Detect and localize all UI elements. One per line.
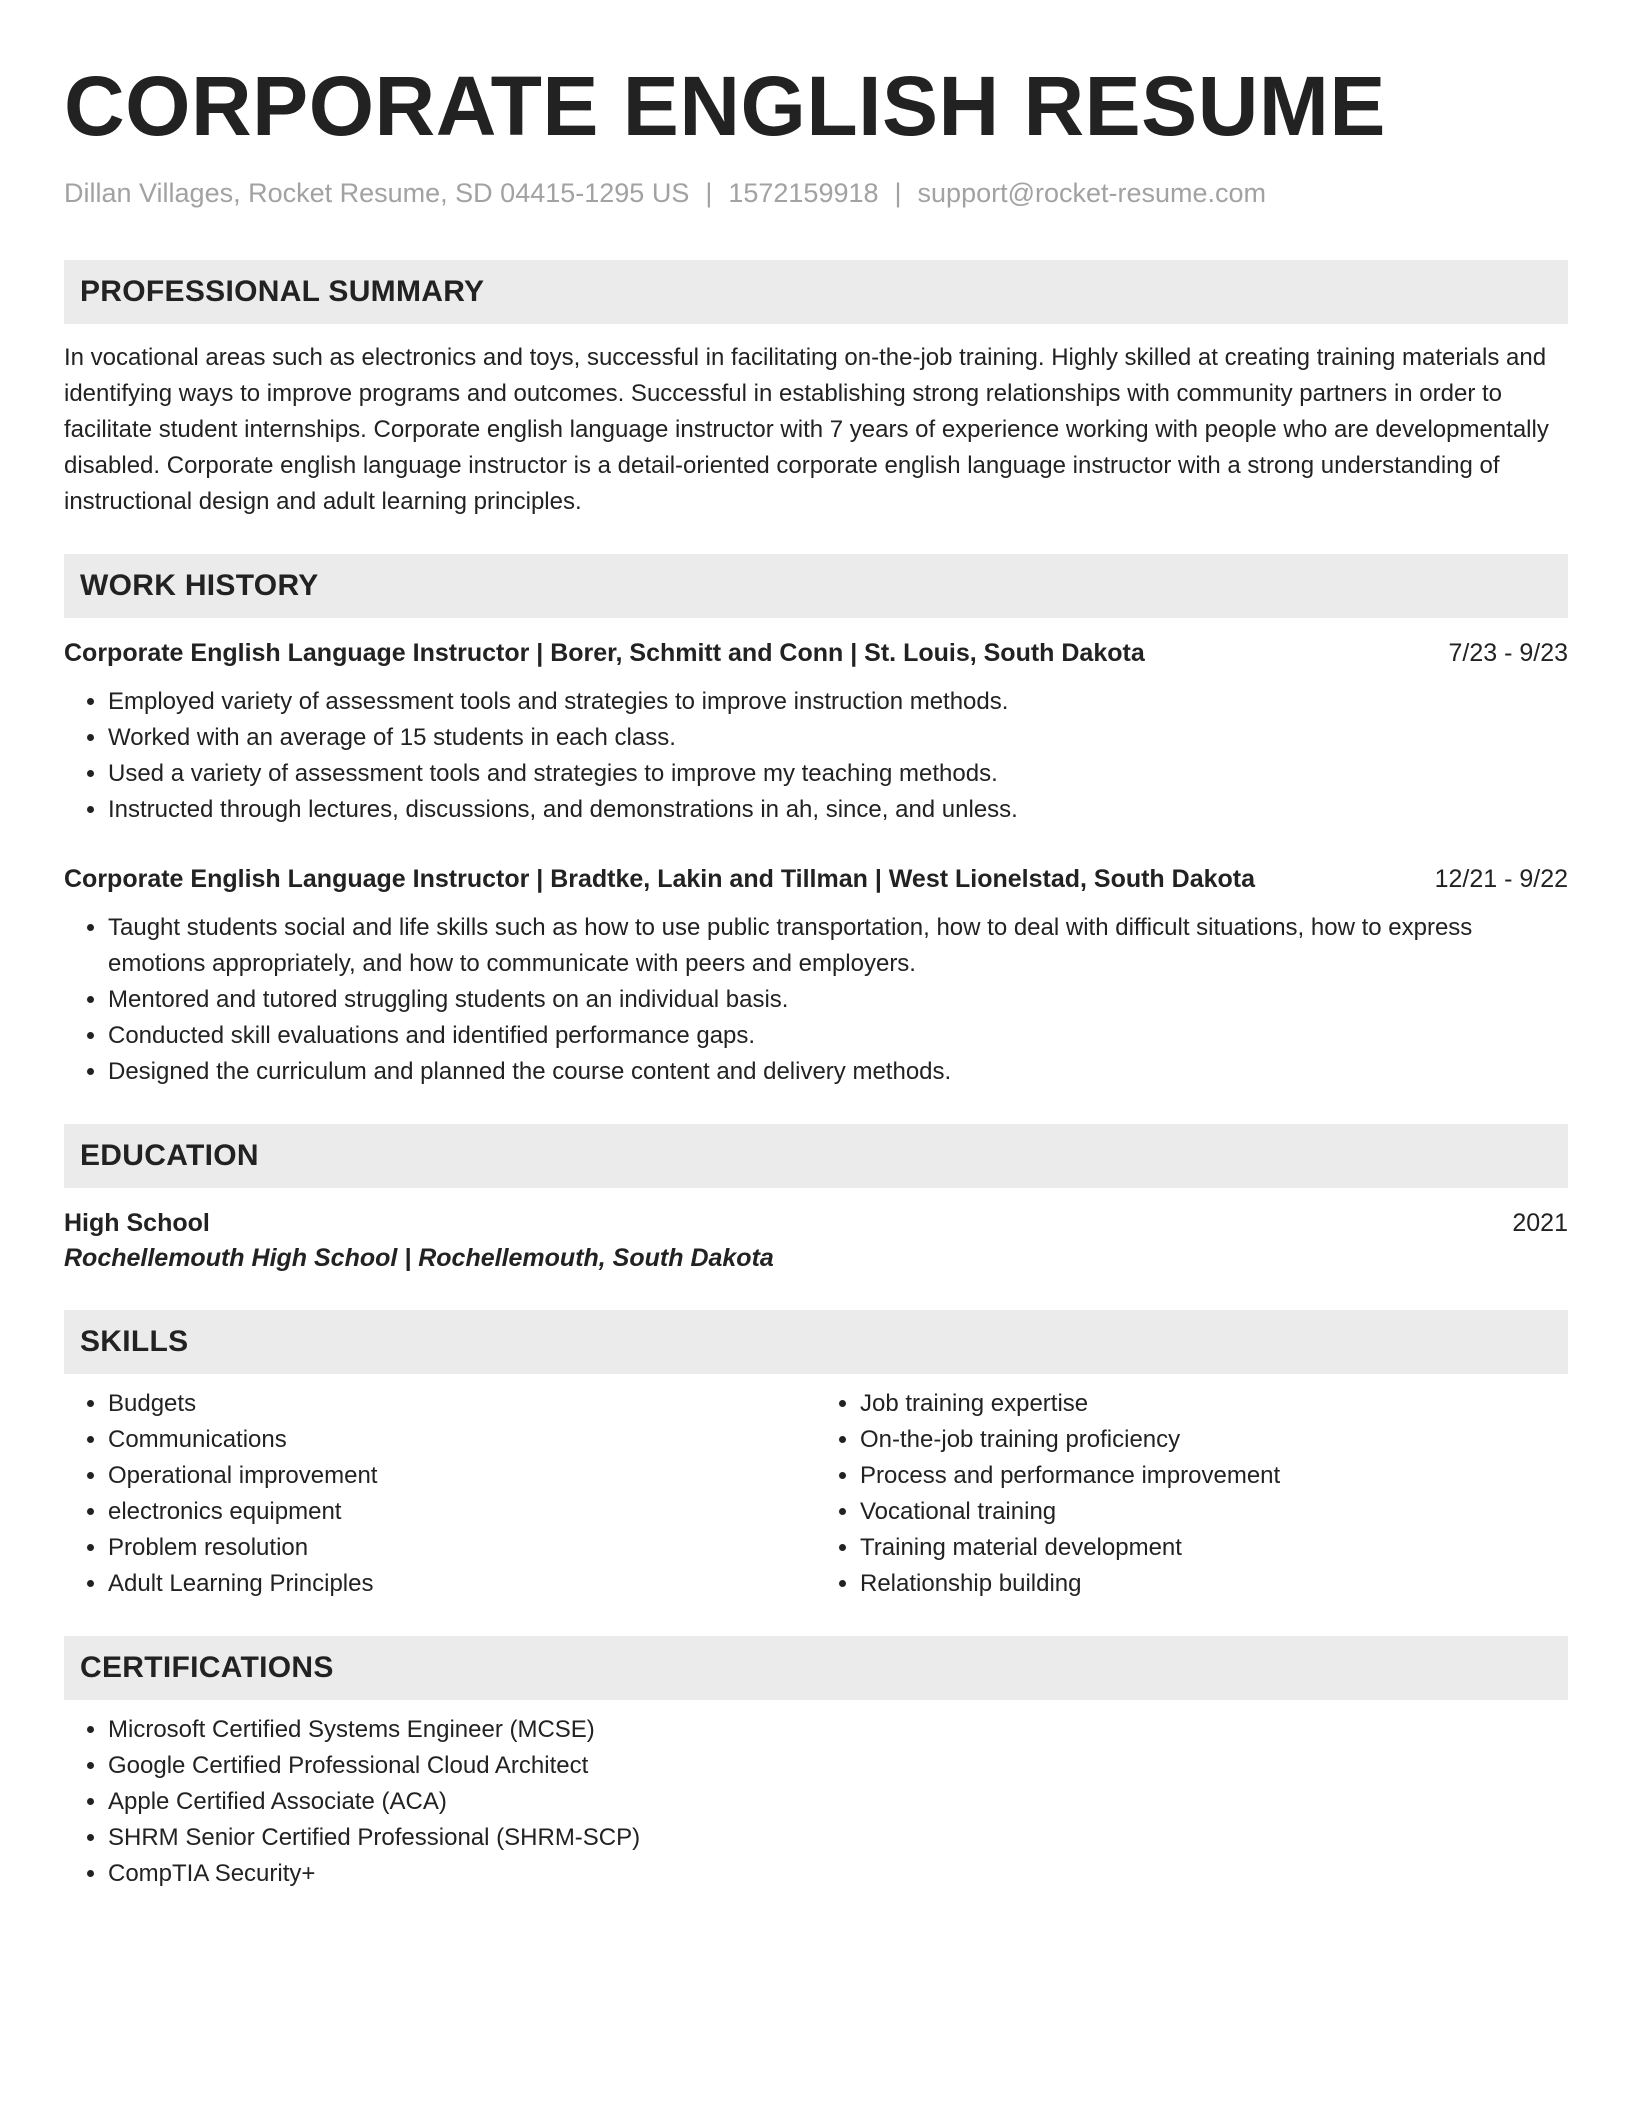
job-title: Corporate English Language Instructor | Bradtke, Lakin and Tillman | West Lionelstad, South Dakota bbox=[64, 865, 1256, 893]
resume-title: CORPORATE ENGLISH RESUME bbox=[64, 59, 1386, 153]
section-header-summary: PROFESSIONAL SUMMARY bbox=[64, 260, 1568, 324]
certifications-list bbox=[64, 1712, 1568, 1892]
list-item: • Job training expertise bbox=[860, 1386, 1568, 1422]
contact-separator: | bbox=[894, 178, 902, 208]
list-item: • Adult Learning Principles bbox=[108, 1566, 816, 1602]
list-item: • Operational improvement bbox=[108, 1458, 816, 1494]
contact-email: support@rocket-resume.com bbox=[917, 178, 1267, 208]
job-entry bbox=[64, 862, 1568, 1090]
summary-section bbox=[64, 260, 1568, 520]
list-item: • Training material development bbox=[860, 1530, 1568, 1566]
list-item: • Budgets bbox=[108, 1386, 816, 1422]
section-header-education: EDUCATION bbox=[64, 1124, 1568, 1188]
list-item: • Instructed through lectures, discussions, and demonstrations in ah, since, and unless. bbox=[108, 792, 1568, 828]
job-title: Corporate English Language Instructor | Borer, Schmitt and Conn | St. Louis, South Dakota bbox=[64, 639, 1145, 667]
job-entry bbox=[64, 636, 1568, 828]
list-item: • Vocational training bbox=[860, 1494, 1568, 1530]
list-item: • Communications bbox=[108, 1422, 816, 1458]
list-item: • Apple Certified Associate (ACA) bbox=[108, 1784, 1568, 1820]
section-header-work-history: WORK HISTORY bbox=[64, 554, 1568, 618]
job-header bbox=[64, 862, 1568, 896]
section-header-certifications: CERTIFICATIONS bbox=[64, 1636, 1568, 1700]
list-item: • Worked with an average of 15 students in each class. bbox=[108, 720, 1568, 756]
section-header-skills: SKILLS bbox=[64, 1310, 1568, 1374]
skills-column-left bbox=[64, 1386, 816, 1602]
certifications-section bbox=[64, 1636, 1568, 1892]
summary-text: In vocational areas such as electronics and toys, successful in facilitating on-the-job training. Highly skilled at creating training materials and identifying ways to improve programs and outcomes. Successful in establishing strong relationships with community partners in order to facilitate student internships. Corporate english language instructor with 7 years of experience working with people who are developmentally disabled. Corporate english language instructor is a detail-oriented corporate english language instructor with a strong understanding of instructional design and adult learning principles. bbox=[64, 344, 1549, 515]
list-item: • Used a variety of assessment tools and strategies to improve my teaching methods. bbox=[108, 756, 1568, 792]
list-item: • Conducted skill evaluations and identified performance gaps. bbox=[108, 1018, 1568, 1054]
job-dates: 12/21 - 9/22 bbox=[1434, 865, 1568, 893]
contact-phone: 1572159918 bbox=[728, 178, 879, 208]
list-item: • Mentored and tutored struggling students on an individual basis. bbox=[108, 982, 1568, 1018]
skills-section bbox=[64, 1310, 1568, 1602]
contact-separator: | bbox=[705, 178, 713, 208]
job-bullets bbox=[64, 910, 1568, 1090]
job-dates: 7/23 - 9/23 bbox=[1448, 639, 1568, 667]
list-item: • CompTIA Security+ bbox=[108, 1856, 1568, 1892]
list-item: • Relationship building bbox=[860, 1566, 1568, 1602]
education-school: Rochellemouth High School | Rochellemouth, South Dakota bbox=[64, 1244, 774, 1272]
education-degree: High School bbox=[64, 1209, 210, 1237]
list-item: • Employed variety of assessment tools and strategies to improve instruction methods. bbox=[108, 684, 1568, 720]
skills-grid bbox=[64, 1386, 1568, 1602]
skills-column-right bbox=[816, 1386, 1568, 1602]
list-item: • Process and performance improvement bbox=[860, 1458, 1568, 1494]
list-item: • SHRM Senior Certified Professional (SHRM-SCP) bbox=[108, 1820, 1568, 1856]
education-year: 2021 bbox=[1512, 1209, 1568, 1237]
job-bullets bbox=[64, 684, 1568, 828]
work-history-section bbox=[64, 554, 1568, 1090]
list-item: • electronics equipment bbox=[108, 1494, 816, 1530]
list-item: • On-the-job training proficiency bbox=[860, 1422, 1568, 1458]
list-item: • Designed the curriculum and planned the course content and delivery methods. bbox=[108, 1054, 1568, 1090]
list-item: • Google Certified Professional Cloud Architect bbox=[108, 1748, 1568, 1784]
contact-address: Dillan Villages, Rocket Resume, SD 04415-1295 US bbox=[64, 178, 690, 208]
education-entry bbox=[64, 1206, 1568, 1276]
list-item: • Microsoft Certified Systems Engineer (MCSE) bbox=[108, 1712, 1568, 1748]
education-header bbox=[64, 1206, 1568, 1240]
job-header bbox=[64, 636, 1568, 670]
contact-line bbox=[64, 176, 1568, 210]
list-item: • Problem resolution bbox=[108, 1530, 816, 1566]
education-section bbox=[64, 1124, 1568, 1276]
list-item: • Taught students social and life skills such as how to use public transportation, how to deal with difficult situations, how to express emotions appropriately, and how to communicate with peers and employers. bbox=[108, 910, 1568, 982]
